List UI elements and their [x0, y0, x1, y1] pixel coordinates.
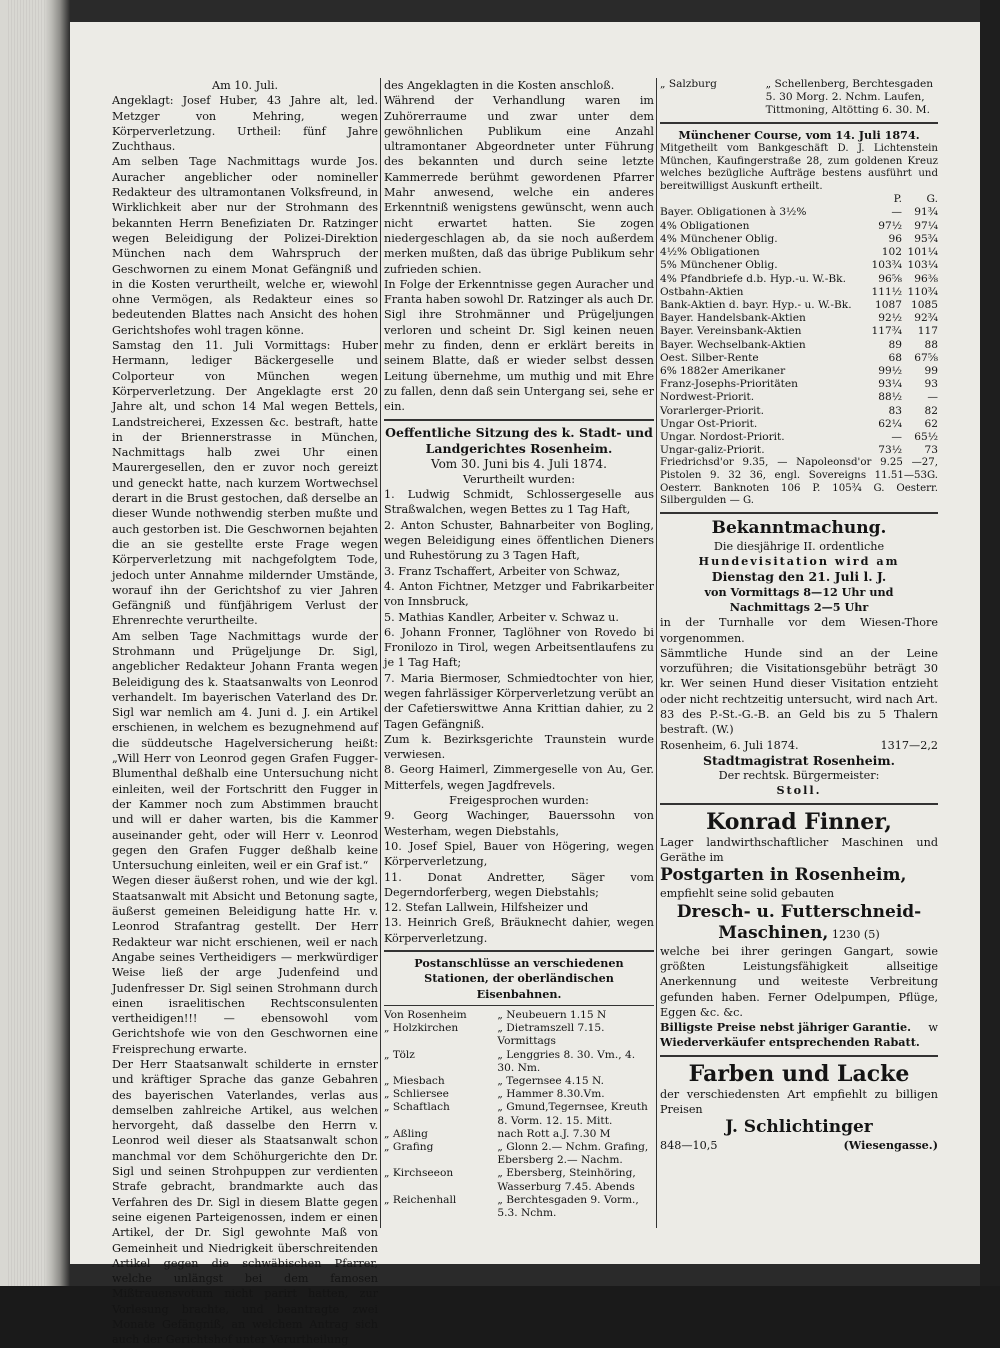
acquittal-item: 10. Josef Spiel, Bauer von Högering, wegen Körperverletzung, — [384, 839, 654, 869]
article-paragraph: Angeklagt: Josef Huber, 43 Jahre alt, led. Metzger von Mehring, wegen Körperverletzung. Urtheil: fünf Jahre Zuchthaus. — [112, 94, 378, 154]
sentence-item: 1. Ludwig Schmidt, Schlossergeselle aus Straßwalchen, wegen Bettes zu 1 Tag Haft, — [384, 488, 654, 517]
security-name: 4% Münchener Oblig. — [660, 232, 778, 245]
coin-rates: Friedrichsd'or 9.35, — Napoleonsd'or 9.25 —27, Pistolen 9. 32 36, engl. Sovereigns 11.51—53G. Oesterr. Banknoten 106 P. 105¾ G. Oesterr. Silbergulden — G. — [660, 457, 938, 507]
divider — [660, 1055, 938, 1057]
money-rate: 88 — [924, 338, 938, 351]
security-name: 4% Pfandbriefe d.b. Hyp.-u. W.-Bk. — [660, 272, 846, 285]
sentenced-heading: Verurtheilt wurden: — [463, 472, 575, 486]
header-name — [660, 193, 866, 206]
station-to: „ Glonn 2.— Nchm. Grafing, Ebersberg 2.— Nachm. — [497, 1140, 649, 1167]
table-row — [660, 78, 938, 118]
ad-product: Maschinen, — [718, 922, 829, 943]
notice-body: Sämmtliche Hunde sind an der Leine vorzuführen; die Visitationsgebühr beträgt 30 kr. Wer seinen Hund dieser Visitation entzieht oder nicht rechtzeitig untersucht, wird nach Art. 83 des P.-St.-G.-B. an Geld bis zu 5 Thalern bestraft. (W.) — [660, 646, 938, 737]
paper-rate: 89 — [888, 338, 902, 351]
station-to: „ Dietramszell 7.15. Vormittags — [497, 1022, 605, 1048]
column-rule-2 — [656, 78, 657, 1228]
post-connections-title: Postanschlüsse an verschiedenen Stationen, der oberländischen Eisenbahnen. — [414, 956, 624, 1001]
ad-footer-line — [660, 1138, 938, 1153]
security-name: Ungar-galiz-Priorit. — [660, 444, 765, 457]
paper-rate: 93¼ — [878, 378, 902, 391]
header-paper: P. — [893, 193, 902, 206]
station-to: „ Ebersberg, Steinhöring, Wasserburg 7.45. Abends — [497, 1167, 636, 1193]
sentence-item: 5. Mathias Kandler, Arbeiter v. Schwaz u. — [384, 610, 619, 624]
table-row — [660, 352, 938, 365]
ad-product: Dresch- u. Futterschneid- — [676, 901, 922, 922]
notice-title: Bekanntmachung. — [711, 517, 887, 538]
court-session-title: Oeffentliche Sitzung des k. Stadt- und Landgerichtes Rosenheim. — [385, 424, 653, 456]
table-row — [384, 1088, 654, 1101]
table-row — [660, 246, 938, 259]
station-from: „ Miesbach — [384, 1074, 445, 1087]
exchange-rates-table — [660, 193, 938, 457]
sentence-item: Zum k. Bezirksgerichte Traunstein wurde verwiesen. — [384, 732, 654, 762]
article-paragraph: des Angeklagten in die Kosten anschloß. — [384, 79, 615, 92]
station-to: „ Berchtesgaden 9. Vorm., 5.3. Nchm. — [497, 1193, 639, 1219]
table-row — [384, 1141, 654, 1167]
security-name: 5% Münchener Oblig. — [660, 259, 778, 272]
exchange-rates-intro: Mitgetheilt vom Bankgeschäft D. J. Lichtenstein München, Kaufingerstraße 28, zum goldenen Kreuz welches bezügliche Aufträge bestens ausführt und bereitwilligst Auskunft ertheilt. — [660, 142, 938, 192]
table-row — [660, 299, 938, 312]
acquittal-item: 9. Georg Wachinger, Bauerssohn von Westerham, wegen Diebstahls, — [384, 809, 654, 838]
table-row — [384, 1009, 654, 1022]
ad-body: der verschiedensten Art empfiehlt zu billigen Preisen — [660, 1087, 938, 1117]
table-row — [660, 431, 938, 444]
column-court-reports — [112, 78, 378, 1347]
security-name: 4½% Obligationen — [660, 246, 760, 259]
notice-signature-name: Stoll. — [776, 783, 822, 798]
divider — [384, 950, 654, 952]
paper-rate: — — [891, 430, 902, 443]
security-name: Franz-Josephs-Prioritäten — [660, 378, 798, 391]
book-spine — [0, 0, 70, 1286]
table-row — [660, 312, 938, 325]
table-row — [660, 391, 938, 404]
scan-edge — [980, 0, 1000, 1286]
notice-line: Die diesjährige II. ordentliche — [713, 539, 885, 553]
article-paragraph: In Folge der Erkenntnisse gegen Auracher und Franta haben sowohl Dr. Ratzinger als auch Dr. Sigl ihre Strohmänner und Prügeljungen verloren und scheint Dr. Sigl keinen neuen mehr zu finden, denn er erklärt bereits in seinem Blatte, daß er wieder selbst dessen Leitung übernehme, um muthig und mit Ehre zu fallen, denn daß sein Untergang sei, sehe er ein. — [384, 277, 654, 414]
station-to: „ Lenggries 8. 30. Vm., 4. 30. Nm. — [497, 1048, 636, 1074]
sentence-item: 3. Franz Tschaffert, Arbeiter von Schwaz, — [384, 564, 621, 578]
table-row — [660, 378, 938, 391]
station-from: „ Schaftlach — [384, 1101, 450, 1114]
table-row — [384, 1128, 654, 1141]
ad-merchant-name: J. Schlichtinger — [725, 1117, 873, 1138]
sentence-item: 7. Maria Biermoser, Schmiedtochter von hier, wegen fahrlässiger Körperverletzung verübt an der Cafetierswittwe Anna Krittian dahier, zu 2 Tagen Gefängniß. — [384, 671, 654, 731]
security-name: Ungar. Nordost-Priorit. — [660, 430, 785, 443]
money-rate: 95¾ — [914, 232, 938, 245]
station-from: „ Tölz — [384, 1048, 415, 1061]
paper-rate: 96 — [888, 232, 902, 245]
article-paragraph: Am selben Tage Nachmittags wurde der Strohmann und Prügeljunge Dr. Sigl, angeblicher Redakteur Johann Franta wegen Beleidigung des k. Staatsanwalts von Leonrod verhandelt. Im bayerischen Vaterland des Dr. Sigl war nemlich am 4. Juni d. J. ein Artikel erschienen, in welchem es bezugnehmend auf die süddeutsche Hagelversicherung heißt: „Will Herr von Leonrod gegen Grafen Fugger-Blumenthal deßhalb eine Untersuchung nicht einleiten, weil der Fortschritt den Fugger in der Kammer noch zum Abstimmen braucht und will er daher warten, bis die Kammer auseinander geht, oder will Herr v. Leonrod gegen den Grafen Fugger deßhalb keine Untersuchung einleiten, weil er ein Graf ist.“ — [112, 629, 378, 873]
money-rate: 1085 — [911, 298, 938, 311]
table-row — [384, 1167, 654, 1193]
ad-body: welche bei ihrer geringen Gangart, sowie größten Leistungsfähigkeit allseitige Anerkennung und weiteste Verbreitung gefunden haben. Ferner Odelpumpen, Pflüge, Eggen &c. &c. — [660, 944, 938, 1019]
paper-rate: 111½ — [871, 285, 902, 298]
security-name: Bank-Aktien d. bayr. Hyp.- u. W.-Bk. — [660, 298, 852, 311]
paper-rate: 99½ — [878, 364, 902, 377]
table-row — [384, 1075, 654, 1088]
money-rate: 103¼ — [907, 259, 938, 272]
paper-rate: 88½ — [878, 391, 902, 404]
security-name: Nordwest-Priorit. — [660, 391, 755, 404]
article-paragraph: Am selben Tage Nachmittags wurde Jos. Auracher angeblicher oder nomineller Redakteur des ultramontanen Volksfreund, in Wirklichkeit aber nur der Strohmann des bekannten Herrn Benefiziaten Dr. Ratzinger wegen Beleidigung der Polizei-Direktion München nach dem Wahrspruch der Geschwornen zu einem Monat Gefängniß und in die Kosten verurtheilt, welche er, wiewohl ohne Vermögen, als Redakteur eines so bedeutenden Blattes nach Ansicht des hohen Gerichtshofes wohl tragen könne. — [112, 155, 378, 337]
acquittal-item: 12. Stefan Lallwein, Hilfsheizer und — [384, 901, 589, 915]
money-rate: — — [927, 391, 938, 404]
divider — [660, 512, 938, 514]
ad-location: Postgarten in Rosenheim, — [660, 865, 907, 886]
page-edges — [8, 0, 48, 1286]
table-row — [660, 206, 938, 219]
ad-title: Farben und Lacke — [688, 1060, 910, 1087]
sentence-item: 4. Anton Fichtner, Metzger und Fabrikarbeiter von Innsbruck, — [384, 579, 654, 609]
money-rate: 96⅜ — [914, 272, 938, 285]
court-session-period: Vom 30. Juni bis 4. Juli 1874. — [431, 456, 607, 471]
acquitted-heading: Freigesprochen wurden: — [449, 794, 589, 808]
ad-line: empfiehlt seine solid gebauten — [660, 887, 835, 901]
table-row — [660, 259, 938, 272]
acquittal-item: 13. Heinrich Greß, Bräuknecht dahier, wegen Körperverletzung. — [384, 916, 654, 945]
notice-signature-title: Der rechtsk. Bürgermeister: — [718, 769, 880, 783]
station-to: „ Neubeuern 1.15 N — [497, 1008, 607, 1021]
ad-mark: w — [928, 1021, 938, 1035]
station-from: „ Salzburg — [660, 78, 717, 90]
security-name: Ungar Ost-Priorit. — [660, 417, 758, 430]
money-rate: 73 — [924, 444, 938, 457]
money-rate: 65½ — [914, 430, 938, 443]
money-rate: 117 — [917, 325, 938, 338]
ad-ref: 1230 (5) — [831, 927, 880, 941]
money-rate: 97¼ — [914, 219, 938, 232]
station-from: „ Reichenhall — [384, 1193, 457, 1206]
paper-rate: 1087 — [875, 298, 902, 311]
column-court-session — [384, 78, 654, 1228]
table-header-row — [660, 193, 938, 206]
security-name: 6% 1882er Amerikaner — [660, 364, 786, 377]
station-to: „ Schellenberg, Berchtesgaden 5. 30 Morg. 2. Nchm. Laufen, Tittmoning, Altötting 6. 30. M. — [765, 78, 934, 117]
ad-product-line — [660, 923, 938, 944]
paper-rate: 62¼ — [878, 417, 902, 430]
paper-rate: 97½ — [878, 219, 902, 232]
paper-rate: 68 — [888, 351, 902, 364]
security-name: Bayer. Vereinsbank-Aktien — [660, 325, 802, 338]
money-rate: 110¾ — [907, 285, 938, 298]
salzburg-connection — [660, 78, 938, 118]
table-row — [660, 233, 938, 246]
ad-line: Lager landwirthschaftlicher Maschinen und Geräthe im — [660, 835, 938, 865]
ad-prices: Billigste Preise nebst jähriger Garantie. — [660, 1020, 911, 1035]
divider — [384, 1005, 654, 1006]
notice-line: in der Turnhalle vor dem Wiesen-Thore vorgenommen. — [660, 616, 938, 645]
paper-rate: 117¾ — [871, 325, 902, 338]
ad-resellers: Wiederverkäufer entsprechenden Rabatt. — [660, 1035, 920, 1050]
money-rate: 91¾ — [914, 206, 938, 219]
table-row — [660, 339, 938, 352]
ad-address: (Wiesengasse.) — [843, 1138, 938, 1153]
security-name: Vorarlerger-Priorit. — [660, 404, 764, 417]
article-paragraph: Wegen dieser äußerst rohen, und wie der kgl. Staatsanwalt mit Absicht und Betonung sagte, äußerst gemeinen Beleidigung hatte Hr. v. Leonrod Strafantrag gestellt. Der Herr Redakteur war nicht erschienen, weil er nach Angabe seines Vertheidigers — merkwürdiger Weise ließ der arge Judenfeind und Judenfresser Dr. Sigl seinen Strohmann durch einen israelitischen Rechtsconsulenten vertheidigen!!! — ebensowohl vom Gerichtshofe wie von den Geschwornen eine Freisprechung erwarte. — [112, 874, 378, 1056]
ad-prices-line — [660, 1020, 938, 1035]
paper-rate: 96⅝ — [878, 272, 902, 285]
notice-date-line: Dienstag den 21. Juli l. J. — [711, 569, 887, 585]
station-to: nach Rott a.J. 7.30 M — [497, 1127, 611, 1140]
acquittal-item: 11. Donat Andretter, Säger vom Degerndorferberg, wegen Diebstahls; — [384, 870, 654, 899]
notice-dateline — [660, 738, 938, 753]
money-rate: 92¾ — [914, 312, 938, 325]
security-name: Ostbahn-Aktien — [660, 285, 744, 298]
notice-time-line: von Vormittags 8—12 Uhr und — [704, 584, 894, 599]
notice-time-line: Nachmittags 2—5 Uhr — [729, 599, 869, 614]
notice-signature-office: Stadtmagistrat Rosenheim. — [702, 752, 896, 768]
security-name: Bayer. Wechselbank-Aktien — [660, 338, 806, 351]
post-connections-table — [384, 1009, 654, 1220]
station-from: „ Schliersee — [384, 1088, 449, 1101]
paper-rate: 103¾ — [871, 259, 902, 272]
divider — [384, 419, 654, 421]
station-to: „ Gmund,Tegernsee, Kreuth 8. Vorm. 12. 15. Mitt. — [497, 1101, 648, 1127]
paper-rate: 92½ — [878, 312, 902, 325]
notice-line: Hundevisitation wird am — [698, 554, 900, 569]
security-name: Bayer. Handelsbank-Aktien — [660, 312, 806, 325]
station-from: Von Rosenheim — [384, 1008, 467, 1021]
article-paragraph: Während der Verhandlung waren im Zuhörerraume und zwar unter dem gewöhnlichen Publikum eine Anzahl ultramontaner Abgeordneter unter Führung des bekannten und durch seine letzte Kammerrede berühmt gewordenen Pfarrer Mahr anwesend, welche ein anderes Erkenntniß wenigstens gewünscht, wenn auch nicht erwartet hatten. Sie zogen niedergeschlagen ab, da sie noch außerdem merken mußten, daß das übrige Publikum sehr zufrieden schien. — [384, 94, 654, 276]
station-from: „ Aßling — [384, 1127, 428, 1140]
money-rate: 67⅝ — [914, 351, 938, 364]
table-row — [384, 1049, 654, 1075]
money-rate: 62 — [924, 417, 938, 430]
table-row — [660, 365, 938, 378]
table-row — [384, 1194, 654, 1220]
divider — [660, 803, 938, 805]
paper-rate: 73½ — [878, 444, 902, 457]
sentence-item: 6. Johann Fronner, Taglöhner von Rovedo bi Fronilozo in Tirol, wegen Arbeitsentlaufens zu je 1 Tag Haft; — [384, 625, 654, 670]
station-to: „ Tegernsee 4.15 N. — [497, 1074, 604, 1087]
ad-company-name: Konrad Finner, — [706, 808, 892, 835]
table-row — [660, 444, 938, 457]
money-rate: 99 — [924, 364, 938, 377]
money-rate: 101¼ — [907, 246, 938, 259]
paper-rate: — — [891, 206, 902, 219]
station-from: „ Kirchseeon — [384, 1167, 454, 1180]
table-row — [660, 418, 938, 431]
exchange-rates-title: Münchener Course, vom 14. Juli 1874. — [678, 127, 920, 142]
date-heading: Am 10. Juli. — [212, 79, 278, 92]
money-rate: 93 — [924, 378, 938, 391]
article-paragraph: Der Herr Staatsanwalt schilderte in ernster und kräftiger Sprache das ganze Gebahren des bayerischen Vaterlandes, verlas aus demselben zahlreiche Artikel, aus welchen hervorgeht, daß dasselbe den Herrn v. Leonrod weil dieser als Staatsanwalt schon manchmal vor dem Schöhurgerichte den Dr. Sigl und seinen Strohpuppen zur verdienten Strafe gebracht, brandmarkte auch das Verfahren des Dr. Sigl in diesem Blatte gegen seine eigenen Parteigenossen, indem er einen Artikel, der Dr. Sigl gewohnte Maß von Gemeinheit und Niedrigkeit überschreitenden Artikel gegen die schwäbischen Pfarrer, welche unlängst bei dem famosen Mißtrauensvotum nicht parirt hatten, zur Vorlesung brachte, und beantragte zwei Monate Gefängniß, an welchem Antrag sich auch der Gerichtshof unter Verurtheilung — [112, 1058, 378, 1347]
table-row — [660, 286, 938, 299]
sentence-item: 2. Anton Schuster, Bahnarbeiter von Bogling, wegen Beleidigung eines öffentlichen Dieners und Ruhestörung zu 3 Tagen Haft, — [384, 518, 654, 563]
money-rate: 82 — [924, 404, 938, 417]
paper-rate: 102 — [881, 246, 902, 259]
article-paragraph: Samstag den 11. Juli Vormittags: Huber Hermann, lediger Bäckergeselle und Colporteur von München wegen Körperverletzung. Der Angeklagte erst 20 Jahre alt, und schon 14 Mal wegen Bettels, Landstreicherei, Exzessen &c. bestraft, hatte in der Briennerstrasse in München, Nachmittags halb zwei Uhr einen Maurergesellen, den er zuvor noch gereizt und geneckt hatte, nach kurzem Wortwechsel derart in die Brust gestochen, daß derselbe an dieser Wunde nothwendig sterben mußte und auch gestorben ist. Die Geschwornen bejahten die an sie gestellte erste Frage wegen Körperverletzung mit nachgefolgtem Tode, jedoch unter Annahme mildernder Umstände, worauf ihn der Gerichtshof zu vier Jahren Gefängniß und fünfjährigem Verlust der Ehrenrechte verurtheilte. — [112, 339, 378, 628]
table-row — [384, 1101, 654, 1127]
table-row — [384, 1022, 654, 1048]
table-row — [660, 325, 938, 338]
column-notices-ads — [660, 78, 938, 1228]
station-from: „ Grafing — [384, 1140, 434, 1153]
security-name: Oest. Silber-Rente — [660, 351, 759, 364]
notice-ref: 1317—2,2 — [880, 738, 938, 752]
paper-rate: 83 — [888, 404, 902, 417]
station-to: „ Hammer 8.30.Vm. — [497, 1088, 605, 1101]
table-row — [660, 273, 938, 286]
ad-ref: 848—10,5 — [660, 1139, 718, 1153]
security-name: Bayer. Obligationen à 3½% — [660, 206, 807, 219]
sentence-item: 8. Georg Haimerl, Zimmergeselle von Au, Ger. Mitterfels, wegen Jagdfrevels. — [384, 763, 654, 792]
security-name: 4% Obligationen — [660, 219, 750, 232]
table-row — [660, 220, 938, 233]
header-money: G. — [926, 193, 938, 206]
column-rule-1 — [380, 78, 381, 1228]
notice-place-date: Rosenheim, 6. Juli 1874. — [660, 738, 799, 752]
table-row — [660, 405, 938, 418]
divider — [660, 122, 938, 124]
station-from: „ Holzkirchen — [384, 1022, 459, 1035]
